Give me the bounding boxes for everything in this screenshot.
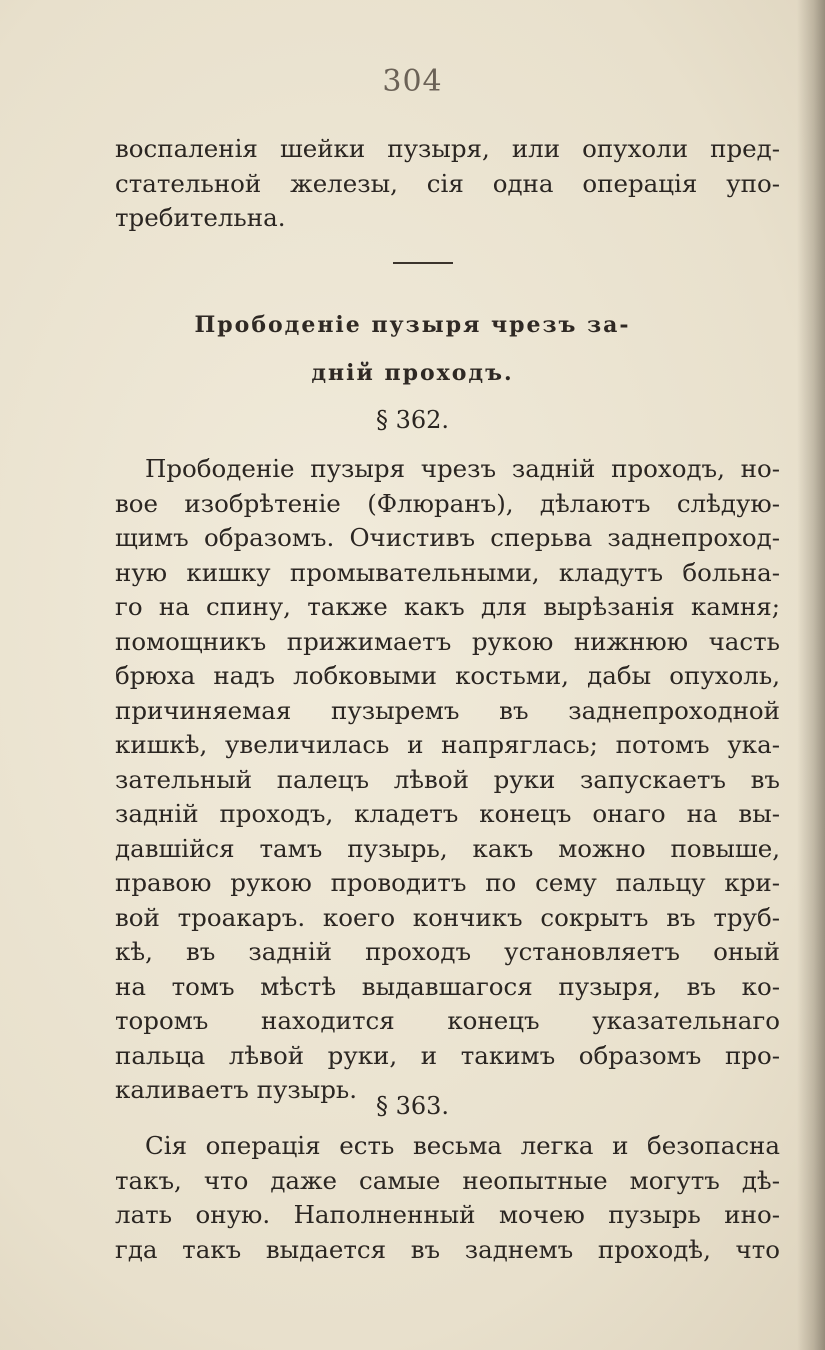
paragraph-line: Прободеніе пузыря чрезъ задній проходъ, но- bbox=[145, 454, 780, 483]
paragraph-line: Сія операція есть весьма легка и безопасна bbox=[145, 1131, 780, 1160]
paragraph-line: задній проходъ, кладетъ конецъ онаго на вы- bbox=[115, 799, 780, 828]
paragraph-line: торомъ находится конецъ указательнаго bbox=[115, 1006, 780, 1035]
paragraph-line: пальца лѣвой руки, и такимъ образомъ про- bbox=[115, 1040, 780, 1070]
paragraph-line: гда такъ выдается въ заднемъ проходѣ, что bbox=[115, 1234, 780, 1264]
intro-line: стательной железы, сія одна операція упо- bbox=[115, 168, 780, 198]
paragraph-line: такъ, что даже самые неопытные могутъ дѣ- bbox=[115, 1165, 780, 1195]
paragraph-line: щимъ образомъ. Очистивъ сперьва заднепроход- bbox=[115, 523, 780, 552]
gutter-shadow bbox=[797, 0, 825, 1350]
paragraph-line: лать оную. Наполненный мочею пузырь ино- bbox=[115, 1200, 780, 1229]
paragraph-363 bbox=[115, 1129, 780, 1267]
section-number-363: § 363. bbox=[375, 1092, 450, 1120]
chapter-heading-line-2: дній проходъ. bbox=[311, 360, 514, 386]
paragraph-line: брюха надъ лобковыми костьми, дабы опухоль, bbox=[115, 661, 780, 690]
intro-line: требительна. bbox=[115, 203, 286, 232]
paragraph-line: вой троакаръ. коего кончикъ сокрытъ въ труб- bbox=[115, 902, 780, 932]
paragraph-line: кишкѣ, увеличилась и напряглась; потомъ ука- bbox=[115, 730, 780, 759]
paragraph-line: причиняемая пузыремъ въ заднепроходной bbox=[115, 695, 780, 725]
paragraph-line: правою рукою проводитъ по сему пальцу кри- bbox=[115, 868, 780, 897]
intro-paragraph bbox=[115, 132, 780, 236]
section-divider bbox=[393, 262, 453, 264]
intro-line: воспаленія шейки пузыря, или опухоли пред- bbox=[115, 134, 780, 163]
paragraph-line: вое изобрѣтеніе (Флюранъ), дѣлаютъ слѣдую- bbox=[115, 488, 780, 518]
paragraph-line: давшійся тамъ пузырь, какъ можно повыше, bbox=[115, 833, 780, 863]
paragraph-line: каливаетъ пузырь. bbox=[115, 1075, 358, 1104]
paragraph-line: ную кишку промывательными, кладутъ больна- bbox=[115, 557, 780, 587]
paragraph-line: помощникъ прижимаетъ рукою нижнюю часть bbox=[115, 626, 780, 656]
section-number-362: § 362. bbox=[375, 406, 450, 434]
page-number: 304 bbox=[382, 64, 443, 99]
chapter-heading-line-1: Прободеніе пузыря чрезъ за- bbox=[194, 312, 631, 338]
paragraph-line: на томъ мѣстѣ выдавшагося пузыря, въ ко- bbox=[115, 971, 780, 1001]
paragraph-line: кѣ, въ задній проходъ установляетъ оный bbox=[115, 937, 780, 966]
paragraph-362 bbox=[115, 452, 780, 1108]
paragraph-line: зательный палецъ лѣвой руки запускаетъ въ bbox=[115, 764, 780, 794]
paragraph-line: го на спину, также какъ для вырѣзанія камня; bbox=[115, 592, 780, 621]
